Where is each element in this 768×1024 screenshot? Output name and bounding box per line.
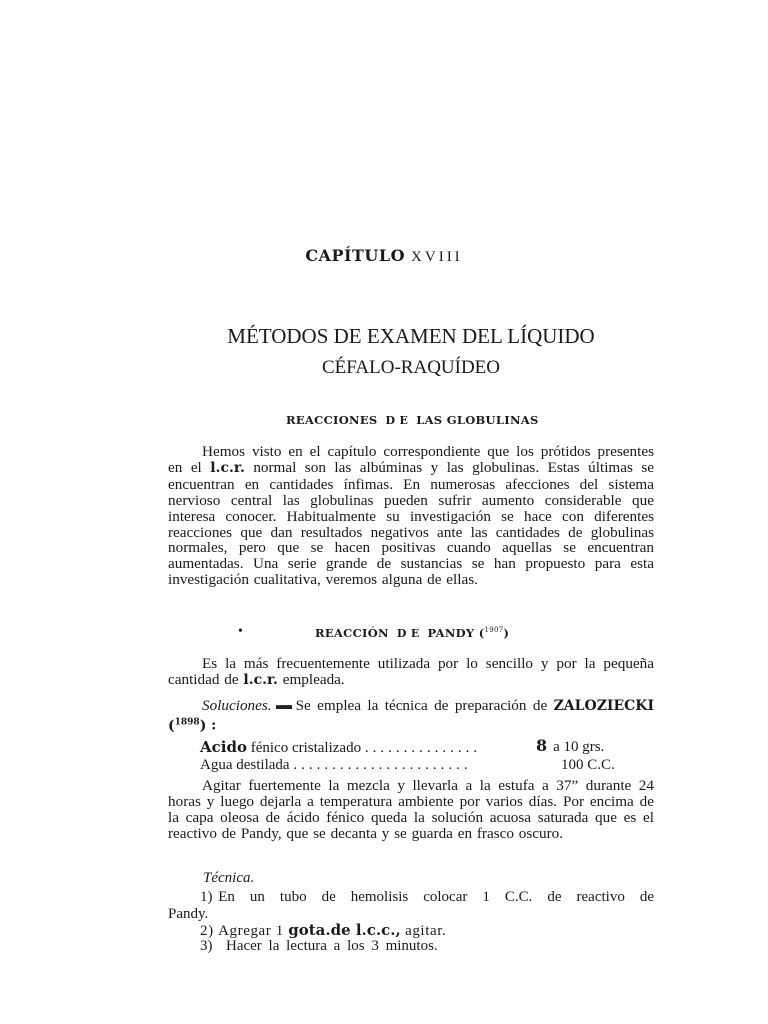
soluciones-label: Soluciones. — [202, 697, 272, 714]
section-heading-de: D E — [385, 414, 409, 427]
paragraph-text: normal son las albúminas y las globulinas. Estas últimas se encuentran en cantidades ínfimas. En numerosas afecciones del sistema nervioso central las globulinas pueden sufrir aumento considerable que interesa conocer. Habitualmente su investigación se hace con diferentes reacciones que dan resultados negativos ante las cantidades de globulinas normales, pero que se hacen positivas cuando aquellas se encuentran aumentadas. Una serie grande de sustancias se han propuesto para esta investigación cualitativa, veremos alguna de ellas. — [168, 458, 655, 589]
reference-year: 1907 — [484, 626, 504, 634]
reagent-qty: 100 C.C. — [561, 757, 615, 773]
title-line-2: CÉFALO-RAQUÍDEO — [321, 357, 501, 378]
section-heading-part2: LAS GLOBULINAS — [416, 413, 539, 427]
colon: : — [211, 717, 217, 734]
step-number: 2) — [200, 923, 214, 939]
reagent-row — [200, 757, 615, 774]
paragraph-text: Es la más frecuentemente utilizada por lo sencillo y por la pequeña cantidad de — [168, 655, 654, 688]
leader-dots: ....................... — [293, 757, 472, 773]
section-heading-de: D E — [396, 627, 420, 640]
step-text: agitar. — [405, 923, 447, 939]
paragraph-pandy — [168, 656, 654, 689]
step-bold-text: gota.de l.c.c., — [288, 921, 401, 939]
reagent-name: Agua destilada — [200, 757, 290, 773]
step-number: 1) — [200, 889, 213, 905]
reagent-row — [200, 736, 605, 757]
section-heading-part1: REACCIÓN — [315, 626, 389, 640]
chapter-heading — [0, 246, 768, 266]
section-heading-pandy: REACCIÓN D E PANDY ($^{1907}$) — [315, 626, 510, 640]
step-number: 3) — [200, 938, 213, 954]
paragraph-text: empleada. — [282, 670, 345, 688]
leader-dots: ............... — [364, 740, 482, 756]
step-text: En un tubo de hemolisis colocar 1 C.C. de reactivo de — [218, 889, 654, 905]
lcr-abbrev: l.c.r. — [243, 671, 278, 688]
chapter-word: CAPÍTULO — [305, 246, 406, 265]
lcr-abbrev: l.c.r. — [210, 459, 245, 476]
paragraph-text: Se emplea la técnica de preparación de — [295, 697, 548, 714]
chapter-number: XVIII — [411, 249, 463, 265]
reagent-qty: a 10 grs. — [553, 739, 605, 755]
reagent-qty-bold: 8 — [536, 736, 548, 755]
paragraph-preparation — [168, 778, 654, 842]
step-text: Agregar 1 — [218, 923, 284, 939]
author-name: ZALOZIECKI — [553, 698, 654, 714]
tecnica-label: Técnica. — [203, 870, 255, 886]
paragraph-text: Agitar fuertemente la mezcla y llevarla a la estufa a 37” durante 24 horas y luego dejarla a temperatura ambiente por varios días. Por encima de la capa oleosa de ácido fénico queda la solución acuosa saturada que es el reactivo de Pandy, que se decanta y se guarda en frasco oscuro. — [168, 777, 654, 842]
step-3 — [200, 938, 438, 955]
step-text: Hacer la lectura a los 3 minutos. — [226, 938, 438, 954]
reference-year: 1898 — [174, 716, 200, 727]
section-heading-globulinas — [286, 413, 539, 427]
paragraph-globulinas — [168, 444, 654, 588]
step-continuation: Pandy. — [168, 906, 209, 922]
paragraph-soluciones: Soluciones. Se emplea la técnica de preparación de ZALOZIECKI ($^{1898}$) : — [168, 697, 654, 734]
section-heading-part1: REACCIONES — [286, 413, 378, 427]
reagent-name-bold: Acido — [200, 738, 247, 756]
title-line-1: MÉTODOS DE EXAMEN DEL LÍQUIDO — [227, 324, 595, 348]
dash-icon — [276, 705, 292, 709]
bullet-icon: • — [238, 624, 243, 639]
reagent-name: fénico cristalizado — [250, 740, 362, 756]
step-1 — [168, 889, 654, 923]
section-heading-part2: PANDY — [427, 626, 475, 640]
paragraph-text: Hemos visto en el capítulo correspondiente que los prótidos presentes en el — [168, 443, 654, 476]
